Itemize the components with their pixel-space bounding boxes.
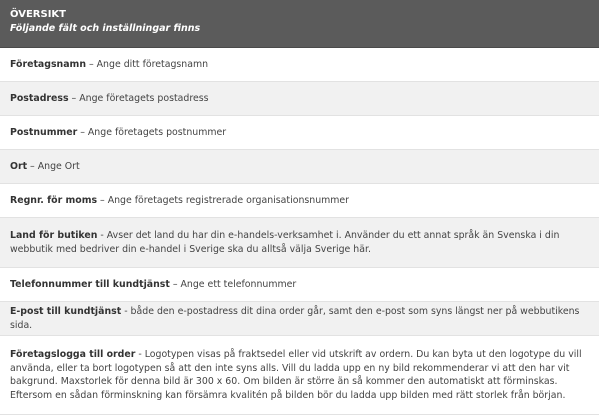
row-support-phone: [0, 268, 599, 302]
row-desc: – Ange Ort: [27, 160, 80, 172]
row-store-country: [0, 218, 599, 268]
row-desc: - Logotypen visas på fraktsedel eller vid utskrift av ordern. Du kan byta ut den logotype du vill använda, eller ta bort logotypen så att den inte syns alls. Vill du ladda upp en ny bild rekommenderar vi att den har vit bakgrund. Maxstorlek för denna bild är 300 x 60. Om bilden är större än så kommer den automatiskt att förminskas. Eftersom en sådan förminskning kan försämra kvalitén på bilden bör du ladda upp bilden med rätt storlek från början.: [10, 349, 582, 401]
row-city: [0, 150, 599, 184]
row-desc: - Avser det land du har din e-handels-verksamhet i. Använder du ett annat språk än Svenska i din webbutik med bedriver din e-handel i Sverige ska du alltså välja Sverige här.: [10, 230, 560, 255]
header-subtitle: Följande fält och inställningar finns: [10, 23, 201, 34]
row-term: Regnr. för moms: [10, 194, 98, 206]
row-term: Postadress: [10, 92, 69, 104]
header-title: ÖVERSIKT: [10, 9, 66, 20]
row-desc: – Ange företagets registrerade organisationsnummer: [97, 194, 350, 206]
row-postal-address: [0, 82, 599, 116]
row-desc: – Ange ett telefonnummer: [169, 278, 297, 290]
row-term: E-post till kundtjänst: [10, 306, 122, 317]
row-company-name: [0, 48, 599, 82]
row-vat-number: [0, 184, 599, 218]
row-term: Ort: [10, 160, 28, 172]
row-support-email: [0, 302, 599, 336]
row-term: Företagslogga till order: [10, 349, 136, 360]
row-postal-code: [0, 116, 599, 150]
row-desc: – Ange företagets postadress: [68, 92, 209, 104]
row-term: Telefonnummer till kundtjänst: [10, 278, 170, 290]
row-order-logo: [0, 336, 599, 415]
row-desc: - både den e-postadress dit dina order går, samt den e-post som syns längst ner på webbutikens sida.: [10, 306, 580, 331]
row-desc: – Ange företagets postnummer: [77, 126, 227, 138]
row-term: Postnummer: [10, 126, 78, 138]
table-header: [0, 0, 599, 48]
row-term: Företagsnamn: [10, 58, 86, 70]
row-term: Land för butiken: [10, 230, 98, 241]
row-desc: – Ange ditt företagsnamn: [86, 58, 209, 70]
